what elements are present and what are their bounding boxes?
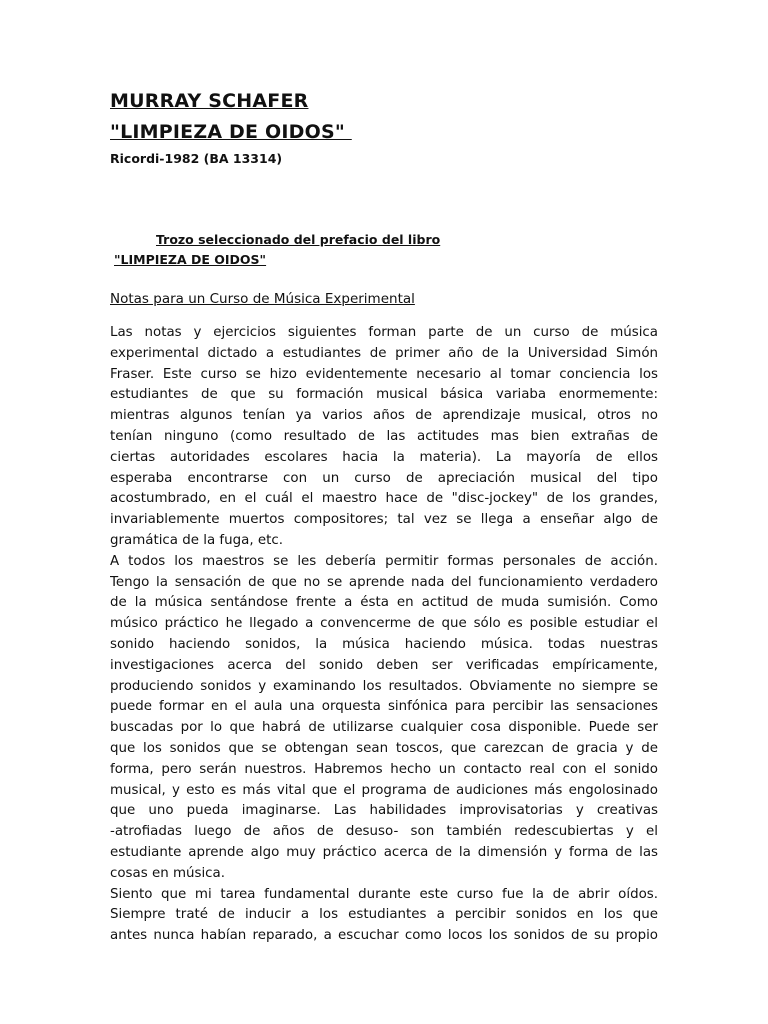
publisher-info: Ricordi-1982 (BA 13314) [110, 151, 283, 166]
body-line: Las notas y ejercicios siguientes forman parte de un curso de música [110, 325, 658, 340]
body-line: de la música sentándose frente a ésta en actitud de muda sumisión. Como [110, 595, 658, 611]
body-line: ciertas autoridades escolares hacia la materia). La mayoría de ellos [110, 449, 658, 465]
body-line: musical, y esto es más vital que el programa de audiciones más engolosinado [110, 782, 658, 798]
body-text [110, 323, 658, 947]
body-line: experimental dictado a estudiantes de primer año de la Universidad Simón [110, 345, 658, 361]
excerpt-book-title: "LIMPIEZA DE OIDOS" [114, 252, 267, 267]
body-line: estudiante aprende algo muy práctico acerca de la dimensión y forma de las [110, 844, 658, 860]
body-line: músico práctico he llegado a convencerme de que sólo es posible estudiar el [110, 616, 658, 632]
body-line: buscadas por lo que habrá de utilizarse cualquier cosa disponible. Puede ser [110, 720, 658, 736]
body-line: gramática de la fuga, etc. [110, 532, 283, 548]
body-line: Siempre traté de inducir a los estudiantes a percibir sonidos en los que [110, 907, 658, 923]
section-heading: Notas para un Curso de Música Experimental [110, 291, 415, 307]
author-heading: MURRAY SCHAFER [110, 90, 309, 112]
body-line: invariablemente muertos compositores; tal vez se llega a enseñar algo de [110, 512, 658, 528]
body-line: forma, pero serán nuestros. Habremos hecho un contacto real con el sonido [110, 761, 658, 777]
body-line: Fraser. Este curso se hizo evidentemente necesario al tomar conciencia los [110, 366, 658, 382]
body-line: estudiantes de que su formación musical básica variaba enormemente: [110, 387, 658, 403]
body-line: produciendo sonidos y examinando los resultados. Obviamente no siempre se [110, 678, 658, 694]
body-line: A todos los maestros se les debería permitir formas personales de acción. [110, 553, 658, 569]
body-line: puede formar en el aula una orquesta sinfónica para percibir las sensaciones [110, 699, 658, 715]
body-line: que los sonidos que se obtengan sean toscos, que carezcan de gracia y de [110, 740, 658, 756]
body-line: que uno pueda imaginarse. Las habilidades improvisatorias y creativas [110, 803, 658, 819]
body-line: antes nunca habían reparado, a escuchar como locos los sonidos de su propio [110, 928, 658, 944]
body-line: -atrofiadas luego de años de desuso- son también redescubiertas y el [110, 824, 658, 840]
body-line: cosas en música. [110, 865, 226, 881]
body-line: investigaciones acerca del sonido deben ser verificadas empíricamente, [110, 657, 658, 673]
body-line: esperaba encontrarse con un curso de apreciación musical del tipo [110, 470, 658, 486]
book-title-heading: "LIMPIEZA DE OIDOS" [110, 121, 352, 143]
body-line: acostumbrado, en el cuál el maestro hace de "disc-jockey" de los grandes, [110, 491, 658, 507]
excerpt-heading: Trozo seleccionado del prefacio del libro [156, 232, 441, 247]
body-line: Tengo la sensación de que no se aprende nada del funcionamiento verdadero [110, 574, 658, 590]
body-line: Siento que mi tarea fundamental durante este curso fue la de abrir oídos. [110, 886, 658, 902]
body-line: mientras algunos tenían ya varios años de aprendizaje musical, otros no [110, 408, 658, 424]
body-line: tenían ninguno (como resultado de las actitudes mas bien extrañas de [110, 428, 658, 444]
body-line: sonido haciendo sonidos, la música haciendo música. todas nuestras [110, 636, 658, 652]
